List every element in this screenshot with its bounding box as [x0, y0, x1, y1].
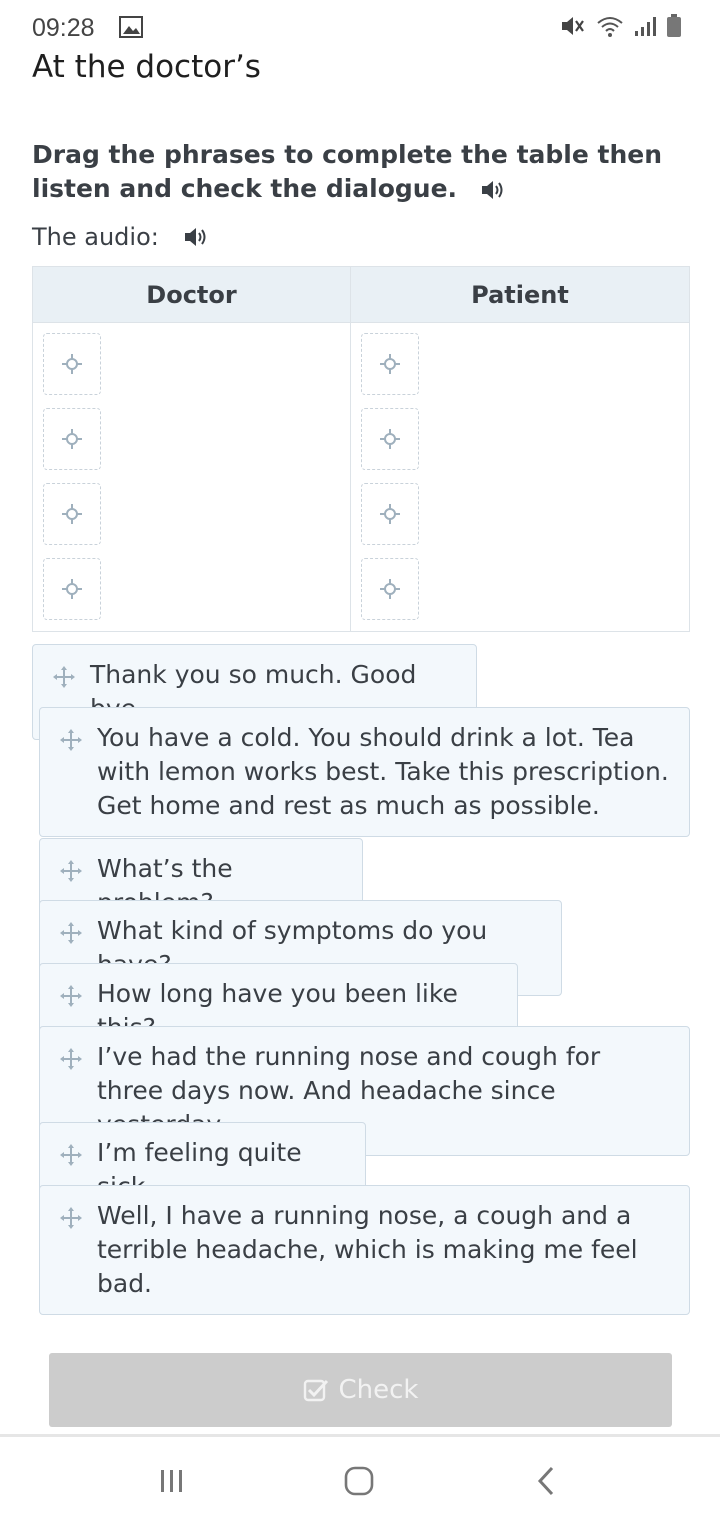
home-icon — [343, 1465, 375, 1497]
doctor-dropzone[interactable] — [43, 333, 101, 395]
phrase-text: I’m feeling quite — [97, 1138, 302, 1167]
page-title: At the doctor’s — [32, 49, 261, 85]
status-time: 09:28 — [32, 14, 95, 42]
move-icon — [59, 1143, 83, 1167]
header-doctor: Doctor — [33, 267, 351, 322]
back-icon — [534, 1465, 558, 1497]
move-icon — [59, 859, 83, 883]
patient-column — [351, 323, 689, 631]
home-button[interactable] — [339, 1463, 379, 1499]
draggable-phrase[interactable] — [39, 707, 690, 837]
speaker-icon[interactable] — [480, 178, 508, 202]
mute-icon — [560, 14, 586, 38]
patient-dropzone[interactable] — [361, 558, 419, 620]
doctor-dropzone[interactable] — [43, 408, 101, 470]
patient-dropzone[interactable] — [361, 408, 419, 470]
table-header — [33, 267, 689, 323]
move-target-icon — [379, 428, 401, 450]
patient-dropzone[interactable] — [361, 333, 419, 395]
move-target-icon — [379, 503, 401, 525]
doctor-column — [33, 323, 351, 631]
phrase-text: Thank you so much. Good — [90, 660, 417, 689]
phrase-text: You have a cold. You should drink a lot. Tea with lemon works best. Take this prescription. Get home and rest as much as possible. — [97, 723, 669, 820]
table-body — [33, 323, 689, 631]
audio-label: The audio: — [32, 223, 159, 251]
status-bar — [0, 0, 720, 52]
doctor-dropzone[interactable] — [43, 558, 101, 620]
move-target-icon — [61, 428, 83, 450]
check-square-icon — [303, 1378, 329, 1402]
move-icon — [52, 665, 76, 689]
move-target-icon — [379, 353, 401, 375]
move-target-icon — [379, 578, 401, 600]
move-icon — [59, 728, 83, 752]
battery-icon — [666, 14, 682, 38]
wifi-icon — [596, 14, 624, 38]
check-button[interactable] — [49, 1353, 672, 1427]
recents-button[interactable] — [152, 1463, 192, 1499]
audio-play-icon[interactable] — [183, 225, 211, 249]
phrase-text: What kind of symptoms do you — [97, 916, 488, 945]
move-icon — [59, 921, 83, 945]
gallery-notification-icon — [119, 16, 143, 38]
phrase-text: Well, I have a running nose, a cough and a terrible headache, which is making me feel bad. — [97, 1201, 638, 1298]
move-target-icon — [61, 503, 83, 525]
dialogue-table — [32, 266, 690, 632]
check-label: Check — [338, 1375, 419, 1405]
instructions — [32, 138, 682, 206]
move-icon — [59, 1047, 83, 1071]
phrase-text: I’ve had the running nose and cough for three days now. And headache since — [97, 1042, 601, 1105]
recents-icon — [157, 1467, 187, 1495]
phrase-text: How long have you been like — [97, 979, 458, 1008]
system-nav-bar — [0, 1434, 720, 1520]
back-button[interactable] — [526, 1463, 566, 1499]
header-patient: Patient — [471, 280, 569, 309]
instructions-text: Drag the phrases to complete the table then listen and check the dialogue. — [32, 140, 663, 203]
draggable-phrase[interactable] — [39, 1185, 690, 1315]
move-target-icon — [61, 578, 83, 600]
signal-icon — [634, 15, 656, 37]
move-target-icon — [61, 353, 83, 375]
status-icons — [560, 14, 682, 38]
patient-dropzone[interactable] — [361, 483, 419, 545]
move-icon — [59, 984, 83, 1008]
audio-row — [32, 220, 211, 254]
phrase-text: What’s the — [97, 854, 233, 883]
move-icon — [59, 1206, 83, 1230]
doctor-dropzone[interactable] — [43, 483, 101, 545]
